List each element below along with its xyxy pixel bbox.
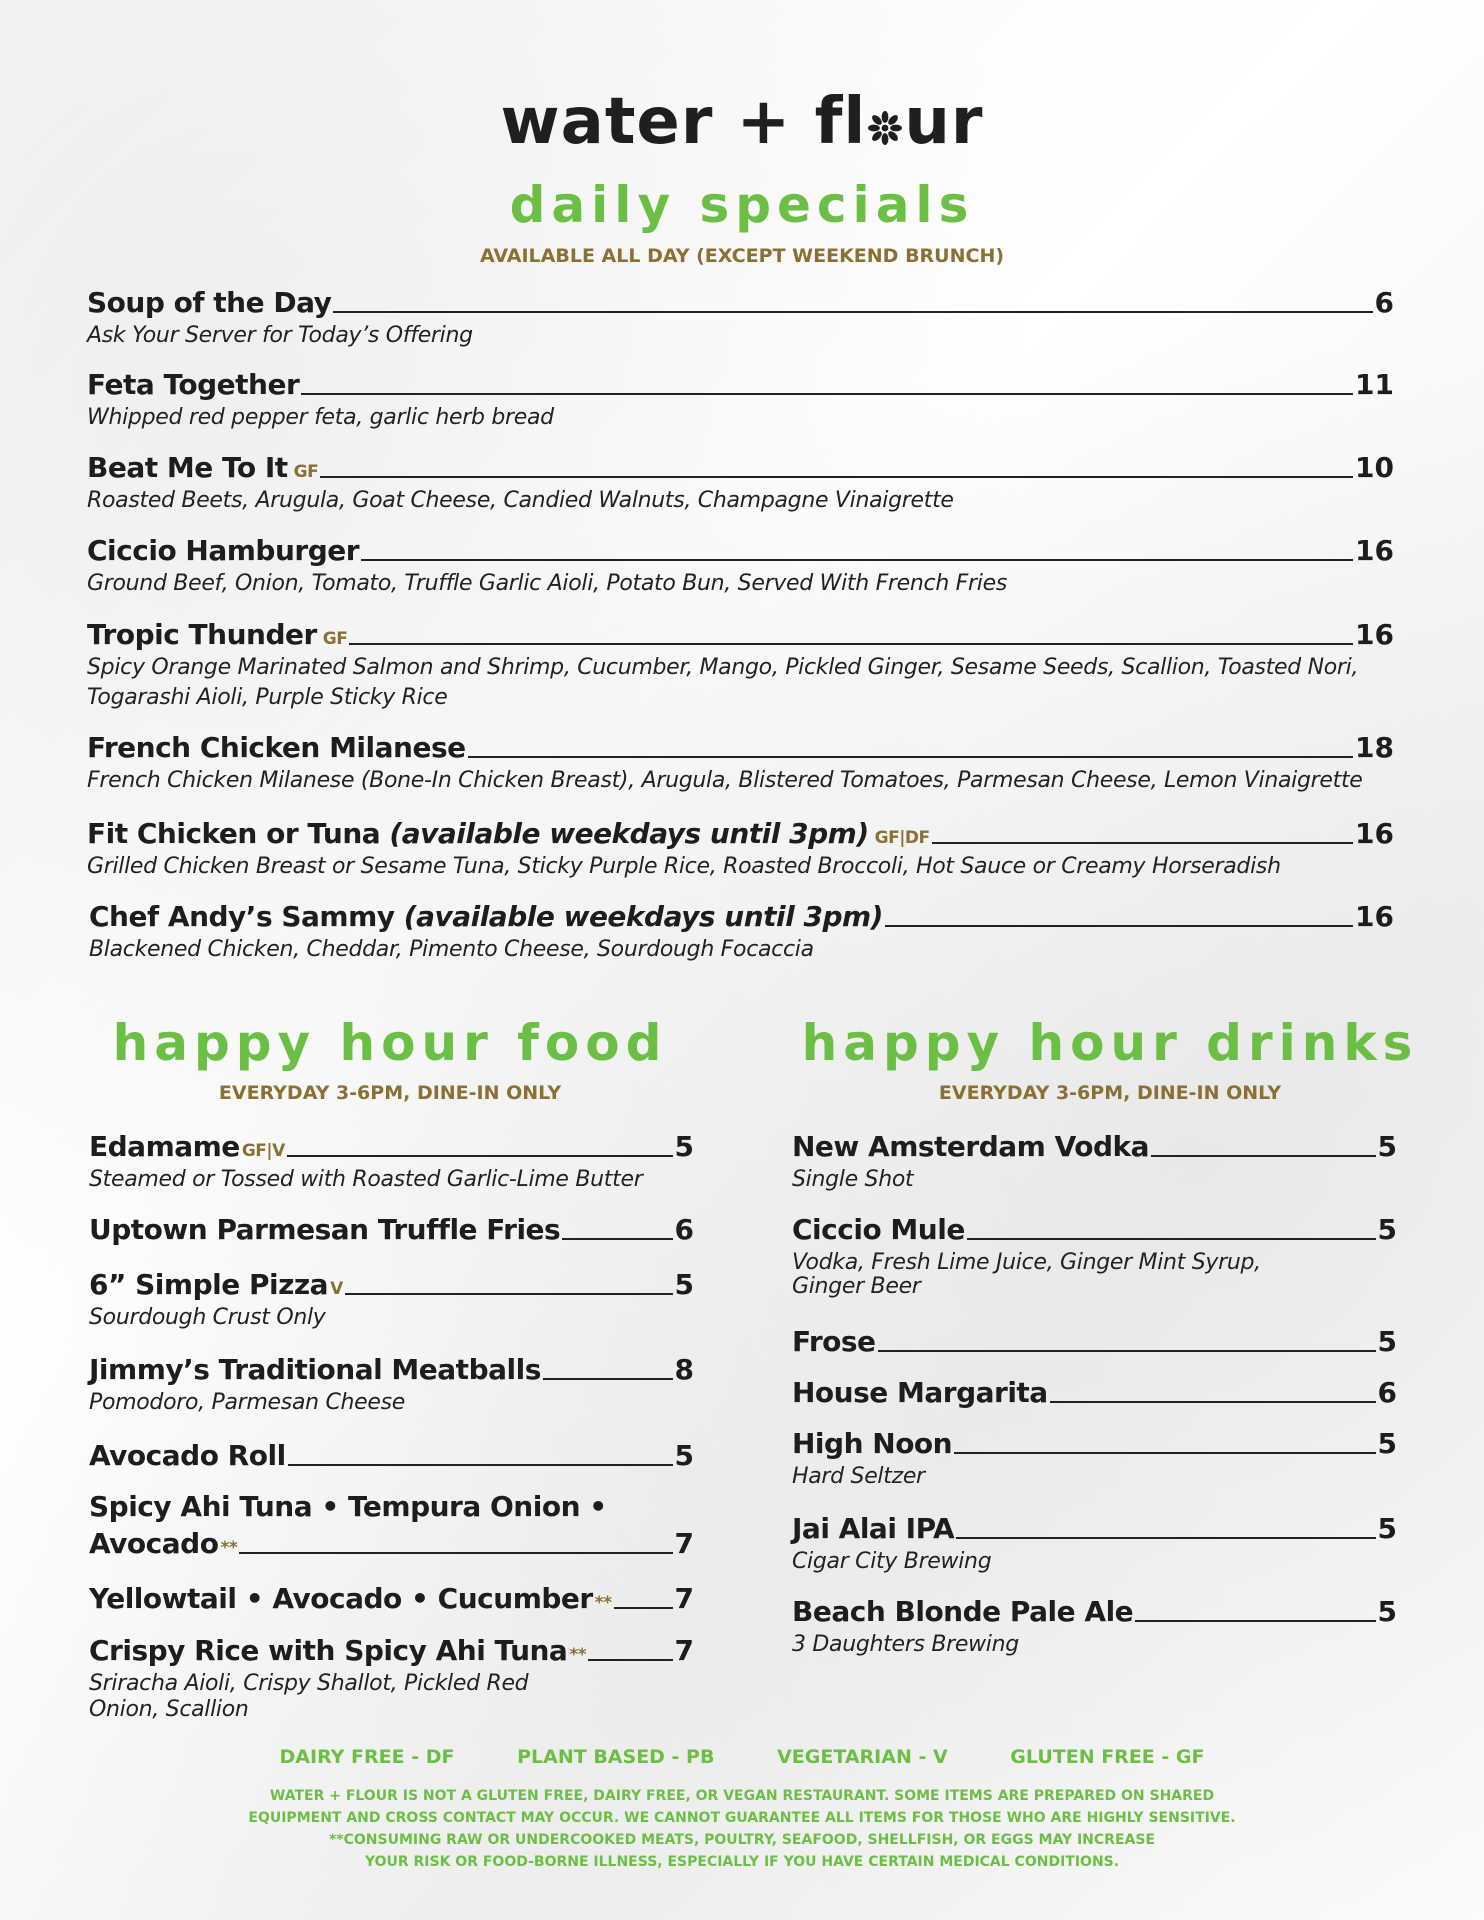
item-description: 3 Daughters Brewing — [792, 1632, 1019, 1657]
item-name: High Noon — [792, 1427, 953, 1460]
item-price: 5 — [1377, 1427, 1397, 1460]
leader-line — [288, 1464, 673, 1466]
item-price: 5 — [1377, 1595, 1397, 1628]
item-description: Sriracha Aioli, Crispy Shallot, Pickled Red — [89, 1671, 529, 1696]
menu-item — [89, 1582, 694, 1615]
raw-warning-tag: ** — [569, 1645, 587, 1665]
item-description: Sourdough Crust Only — [89, 1305, 326, 1330]
daily-specials-title: daily specials — [509, 176, 975, 234]
item-name: House Margarita — [792, 1376, 1048, 1409]
item-description: French Chicken Milanese (Bone-In Chicken Breast), Arugula, Blistered Tomatoes, Parmesan Cheese, Lemon Vinaigrette — [87, 768, 1363, 793]
item-price: 16 — [1355, 618, 1394, 651]
flower-icon — [868, 111, 902, 145]
item-name: Spicy Ahi Tuna • Tempura Onion • — [89, 1490, 607, 1523]
disclaimer-line: **CONSUMING RAW OR UNDERCOOKED MEATS, POULTRY, SEAFOOD, SHELLFISH, OR EGGS MAY INCREASE — [328, 1832, 1156, 1848]
happy-hour-food-title: happy hour food — [112, 1014, 668, 1072]
leader-line — [468, 756, 1353, 758]
legend-dairy-free: DAIRY FREE - DF — [279, 1746, 455, 1768]
item-name: Jai Alai IPA — [792, 1512, 955, 1545]
leader-line — [1135, 1620, 1375, 1622]
allergy-disclaimer — [0, 1785, 1484, 1873]
item-description: Pomodoro, Parmesan Cheese — [89, 1390, 406, 1415]
item-name: Tropic Thunder — [87, 618, 317, 651]
disclaimer-line: YOUR RISK OR FOOD-BORNE ILLNESS, ESPECIALLY IF YOU HAVE CERTAIN MEDICAL CONDITIONS. — [364, 1854, 1120, 1870]
item-name: Avocado Roll — [89, 1439, 286, 1472]
item-price: 10 — [1355, 451, 1394, 484]
item-name: Crispy Rice with Spicy Ahi Tuna — [89, 1634, 568, 1667]
happy-hour-drinks-subtitle: EVERYDAY 3-6PM, DINE-IN ONLY — [938, 1082, 1282, 1104]
item-price: 5 — [674, 1130, 694, 1163]
drink-item — [792, 1130, 1397, 1195]
dietary-tag: V — [330, 1279, 343, 1299]
item-price: 6 — [1377, 1376, 1397, 1409]
leader-line — [562, 1238, 672, 1240]
item-price: 5 — [674, 1439, 694, 1472]
item-price: 5 — [1377, 1130, 1397, 1163]
leader-line — [361, 559, 1353, 561]
item-description: Grilled Chicken Breast or Sesame Tuna, Sticky Purple Rice, Roasted Broccoli, Hot Sauce or Creamy Horseradish — [87, 854, 1281, 879]
item-name: Soup of the Day — [87, 286, 332, 319]
brand-plus: + — [736, 85, 792, 159]
item-description: Single Shot — [792, 1167, 914, 1192]
item-price: 8 — [674, 1353, 694, 1386]
drink-item — [792, 1325, 1397, 1358]
menu-item — [89, 1490, 694, 1560]
leader-line — [956, 1537, 1375, 1539]
item-price: 5 — [1377, 1325, 1397, 1358]
item-name: Frose — [792, 1325, 876, 1358]
item-name: Ciccio Mule — [792, 1213, 965, 1246]
leader-line — [1151, 1155, 1375, 1157]
menu-item — [89, 1130, 694, 1195]
leader-line — [301, 393, 1353, 395]
leader-line — [588, 1659, 672, 1661]
item-price: 5 — [1377, 1512, 1397, 1545]
item-description: Blackened Chicken, Cheddar, Pimento Cheese, Sourdough Focaccia — [89, 937, 814, 962]
menu-item — [87, 286, 1394, 351]
disclaimer-line: EQUIPMENT AND CROSS CONTACT MAY OCCUR. WE CANNOT GUARANTEE ALL ITEMS FOR THOSE WHO ARE HIGHLY SENSITIVE. — [248, 1810, 1236, 1826]
menu-item — [87, 731, 1394, 796]
menu-item — [89, 1353, 694, 1418]
leader-line — [349, 643, 1353, 645]
leader-line — [239, 1552, 672, 1554]
item-name: New Amsterdam Vodka — [792, 1130, 1150, 1163]
item-description: Togarashi Aioli, Purple Sticky Rice — [87, 685, 448, 710]
item-availability-note: (available weekdays until 3pm) — [403, 900, 883, 933]
item-description: Steamed or Tossed with Roasted Garlic-Lime Butter — [89, 1167, 643, 1192]
raw-warning-tag: ** — [220, 1538, 238, 1558]
brand-logo — [0, 85, 1484, 159]
drink-item — [792, 1595, 1397, 1660]
leader-line — [1050, 1401, 1376, 1403]
item-name: Chef Andy’s Sammy — [89, 900, 395, 933]
menu-item — [87, 534, 1394, 599]
brand-word-ur: ur — [904, 85, 984, 159]
dietary-tag: GF|V — [241, 1141, 285, 1161]
brand-word-water: water — [500, 85, 714, 159]
leader-line — [543, 1378, 673, 1380]
item-name: Fit Chicken or Tuna — [87, 817, 381, 850]
item-description: Cigar City Brewing — [792, 1549, 992, 1574]
legend-gluten-free: GLUTEN FREE - GF — [1010, 1746, 1205, 1768]
raw-warning-tag: ** — [594, 1593, 612, 1613]
drink-item — [792, 1427, 1397, 1492]
item-description: Ginger Beer — [792, 1274, 921, 1299]
leader-line — [345, 1293, 673, 1295]
brand-word-fl: fl — [814, 85, 867, 159]
menu-item — [89, 1634, 694, 1725]
item-price: 11 — [1355, 368, 1394, 401]
happy-hour-food-subtitle: EVERYDAY 3-6PM, DINE-IN ONLY — [218, 1082, 562, 1104]
menu-item — [87, 618, 1394, 713]
item-name: French Chicken Milanese — [87, 731, 466, 764]
item-price: 5 — [674, 1268, 694, 1301]
leader-line — [932, 842, 1353, 844]
daily-specials-subtitle: AVAILABLE ALL DAY (EXCEPT WEEKEND BRUNCH) — [479, 245, 1005, 267]
item-name: Uptown Parmesan Truffle Fries — [89, 1213, 561, 1246]
item-description: Vodka, Fresh Lime Juice, Ginger Mint Syrup, — [792, 1250, 1261, 1275]
item-price: 6 — [1374, 286, 1394, 319]
item-price: 18 — [1355, 731, 1394, 764]
item-name: Beach Blonde Pale Ale — [792, 1595, 1134, 1628]
item-price: 7 — [674, 1582, 694, 1615]
leader-line — [333, 311, 1372, 313]
menu-item — [89, 1439, 694, 1472]
leader-line — [885, 925, 1353, 927]
menu-item — [89, 900, 1394, 965]
disclaimer-line: WATER + FLOUR IS NOT A GLUTEN FREE, DAIRY FREE, OR VEGAN RESTAURANT. SOME ITEMS ARE PREPARED ON SHARED — [269, 1788, 1215, 1804]
legend-plant-based: PLANT BASED - PB — [517, 1746, 715, 1768]
item-description: Ground Beef, Onion, Tomato, Truffle Garlic Aioli, Potato Bun, Served With French Fries — [87, 571, 1007, 596]
item-name: 6” Simple Pizza — [89, 1268, 329, 1301]
item-description: Roasted Beets, Arugula, Goat Cheese, Candied Walnuts, Champagne Vinaigrette — [87, 488, 954, 513]
dietary-legend — [0, 1746, 1484, 1768]
item-price: 16 — [1355, 900, 1394, 933]
item-price: 7 — [674, 1527, 694, 1560]
item-price: 5 — [1377, 1213, 1397, 1246]
item-name: Avocado — [89, 1527, 219, 1560]
dietary-tag: GF — [322, 629, 348, 649]
item-availability-note: (available weekdays until 3pm) — [389, 817, 869, 850]
item-name: Yellowtail • Avocado • Cucumber — [89, 1582, 593, 1615]
item-price: 16 — [1355, 817, 1394, 850]
dietary-tag: GF|DF — [874, 828, 930, 848]
leader-line — [967, 1238, 1376, 1240]
legend-vegetarian: VEGETARIAN - V — [777, 1746, 948, 1768]
menu-item — [87, 817, 1394, 882]
item-name: Feta Together — [87, 368, 300, 401]
item-description: Spicy Orange Marinated Salmon and Shrimp, Cucumber, Mango, Pickled Ginger, Sesame Seeds, Scallion, Toasted Nori, — [87, 655, 1359, 680]
item-price: 6 — [674, 1213, 694, 1246]
leader-line — [954, 1452, 1375, 1454]
item-name: Beat Me To It — [87, 451, 288, 484]
happy-hour-drinks-title: happy hour drinks — [801, 1014, 1419, 1072]
item-price: 7 — [674, 1634, 694, 1667]
leader-line — [320, 476, 1353, 478]
dietary-tag: GF — [293, 462, 319, 482]
item-description: Whipped red pepper feta, garlic herb bread — [87, 405, 554, 430]
item-name: Jimmy’s Traditional Meatballs — [89, 1353, 541, 1386]
item-description: Ask Your Server for Today’s Offering — [87, 323, 473, 348]
menu-item — [87, 451, 1394, 516]
drink-item — [792, 1213, 1397, 1302]
drink-item — [792, 1376, 1397, 1409]
item-price: 16 — [1355, 534, 1394, 567]
menu-item — [87, 368, 1394, 433]
leader-line — [878, 1350, 1376, 1352]
item-description: Hard Seltzer — [792, 1464, 925, 1489]
menu-item — [89, 1268, 694, 1333]
item-description: Onion, Scallion — [89, 1697, 249, 1722]
leader-line — [287, 1155, 673, 1157]
menu-item — [89, 1213, 694, 1246]
drink-item — [792, 1512, 1397, 1577]
item-name: Ciccio Hamburger — [87, 534, 360, 567]
leader-line — [614, 1607, 673, 1609]
item-name: Edamame — [89, 1130, 240, 1163]
